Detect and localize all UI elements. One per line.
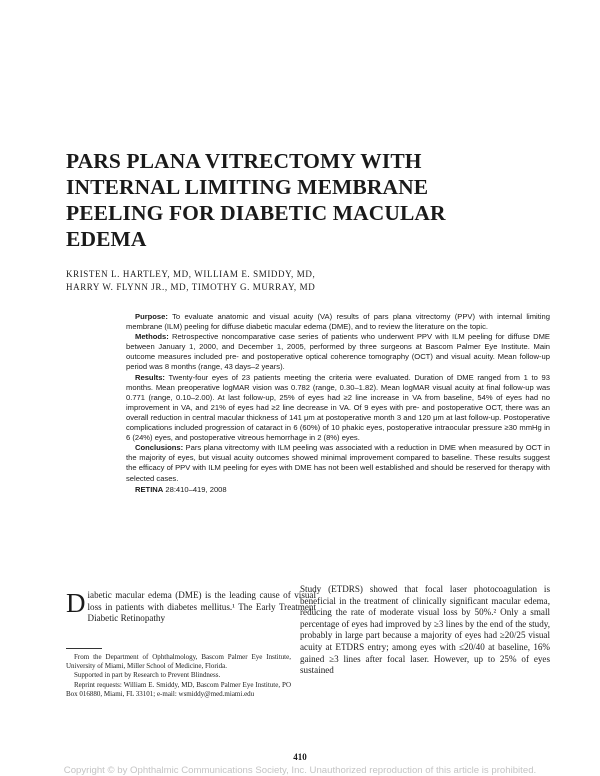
results-label: Results: <box>135 372 165 382</box>
title-line: INTERNAL LIMITING MEMBRANE <box>66 175 429 199</box>
author-list <box>66 268 536 294</box>
journal-name: RETINA <box>135 484 164 494</box>
body-column-left <box>66 590 316 625</box>
intro-paragraph <box>66 590 316 625</box>
purpose-label: Purpose: <box>135 312 168 321</box>
conclusions-label: Conclusions: <box>135 443 184 453</box>
author-line: KRISTEN L. HARTLEY, MD, WILLIAM E. SMIDDY, MD, <box>66 269 316 279</box>
abstract-conclusions <box>126 443 550 483</box>
abstract-results <box>126 373 550 444</box>
body-column-right <box>300 584 550 677</box>
methods-label: Methods: <box>135 332 169 342</box>
footnote-affiliation: From the Department of Ophthalmology, Bascom Palmer Eye Institute, University of Miami, Miller School of Medicine, Florida. <box>66 653 291 671</box>
intro-text: iabetic macular edema (DME) is the leading cause of visual loss in patients with diabetes mellitus.¹ The Early Treatment Diabetic Retinopathy <box>87 590 316 624</box>
page-number: 410 <box>293 752 307 762</box>
conclusions-text: Pars plana vitrectomy with ILM peeling was associated with a reduction in DME when measured by OCT in the majority of eyes, but visual acuity outcomes showed minimal improvement compared to baseline. These results suggest the efficacy of PPV with ILM peeling for eyes with DME has not been well established and should be reserved for therapy with selected cases. <box>126 443 550 483</box>
results-text: Twenty-four eyes of 23 patients meeting the criteria were evaluated. Duration of DME ranged from 1 to 93 months. Mean preoperative logMAR vision was 0.782 (range, 0.30–1.82). Mean logMAR visual acuity at final follow-up was 0.771 (range, 0.10–2.00). At last follow-up, 25% of eyes had ≥2 line increase in VA from baseline, 54% of eyes had no improvement in VA, and 21% of eyes had ≥2 line decrease in VA. Of 9 eyes with pre- and postoperative OCT, there was an overall reduction in central macular thickness of 141 μm at postoperative month 3 and 120 μm at last follow-up. Postoperative complications included progression of cataract in 6 (60%) of 10 phakic eyes, postoperative intraocular pressure ≥30 mmHg in 6 (24%) eyes, and postoperative vitreous hemorrhage in 2 (8%) eyes. <box>126 372 550 443</box>
footnote-rule <box>66 648 102 649</box>
article-title <box>66 148 536 252</box>
methods-text: Retrospective noncomparative case series of patients who underwent PPV with ILM peeling for diffuse DME between January 1, 2000, and December 1, 2005, performed by three surgeons at Bascom Palmer Eye Institute. Main outcome measures included pre- and postoperative optical coherence tomography (OCT) and visual acuity. Mean follow-up period was 8 months (range, 43 days–2 years). <box>126 332 550 372</box>
body-paragraph: Study (ETDRS) showed that focal laser photocoagulation is beneficial in the treatment of clinically significant macular edema, reducing the rate of moderate visual loss by 50%.² Only a small percentage of eyes had improved by ≥3 lines by the end of the study, probably in large part because a majority of eyes had ≥20/25 visual acuity at ETDRS entry; among eyes with ≤20/40 at baseline, 16% gained ≥3 lines after focal laser. However, up to 25% of eyes sustained <box>300 584 550 676</box>
purpose-text: To evaluate anatomic and visual acuity (VA) results of pars plana vitrectomy (PPV) with internal limiting membrane (ILM) peeling for diffuse diabetic macular edema (DME), and to review the literature on the topic. <box>126 312 550 332</box>
footnotes <box>66 648 291 699</box>
abstract-purpose <box>126 312 550 332</box>
title-line: EDEMA <box>66 227 147 251</box>
copyright-notice: Copyright © by Ophthalmic Communications Society, Inc. Unauthorized reproduction of this article is prohibited. <box>63 765 537 776</box>
footnote-reprint: Reprint requests: William E. Smiddy, MD, Bascom Palmer Eye Institute, PO Box 016880, Miami, FL 33101; e-mail: wsmiddy@med.miami.edu <box>66 680 291 698</box>
journal-citation <box>126 485 550 495</box>
drop-cap: D <box>66 588 86 618</box>
title-line: PEELING FOR DIABETIC MACULAR <box>66 201 446 225</box>
title-line: PARS PLANA VITRECTOMY WITH <box>66 149 422 173</box>
author-line: HARRY W. FLYNN JR., MD, TIMOTHY G. MURRAY, MD <box>66 282 316 292</box>
abstract-methods <box>126 332 550 372</box>
abstract <box>126 312 550 495</box>
citation-text: 28:410–419, 2008 <box>163 484 227 494</box>
footnote-support: Supported in part by Research to Prevent Blindness. <box>74 671 221 680</box>
